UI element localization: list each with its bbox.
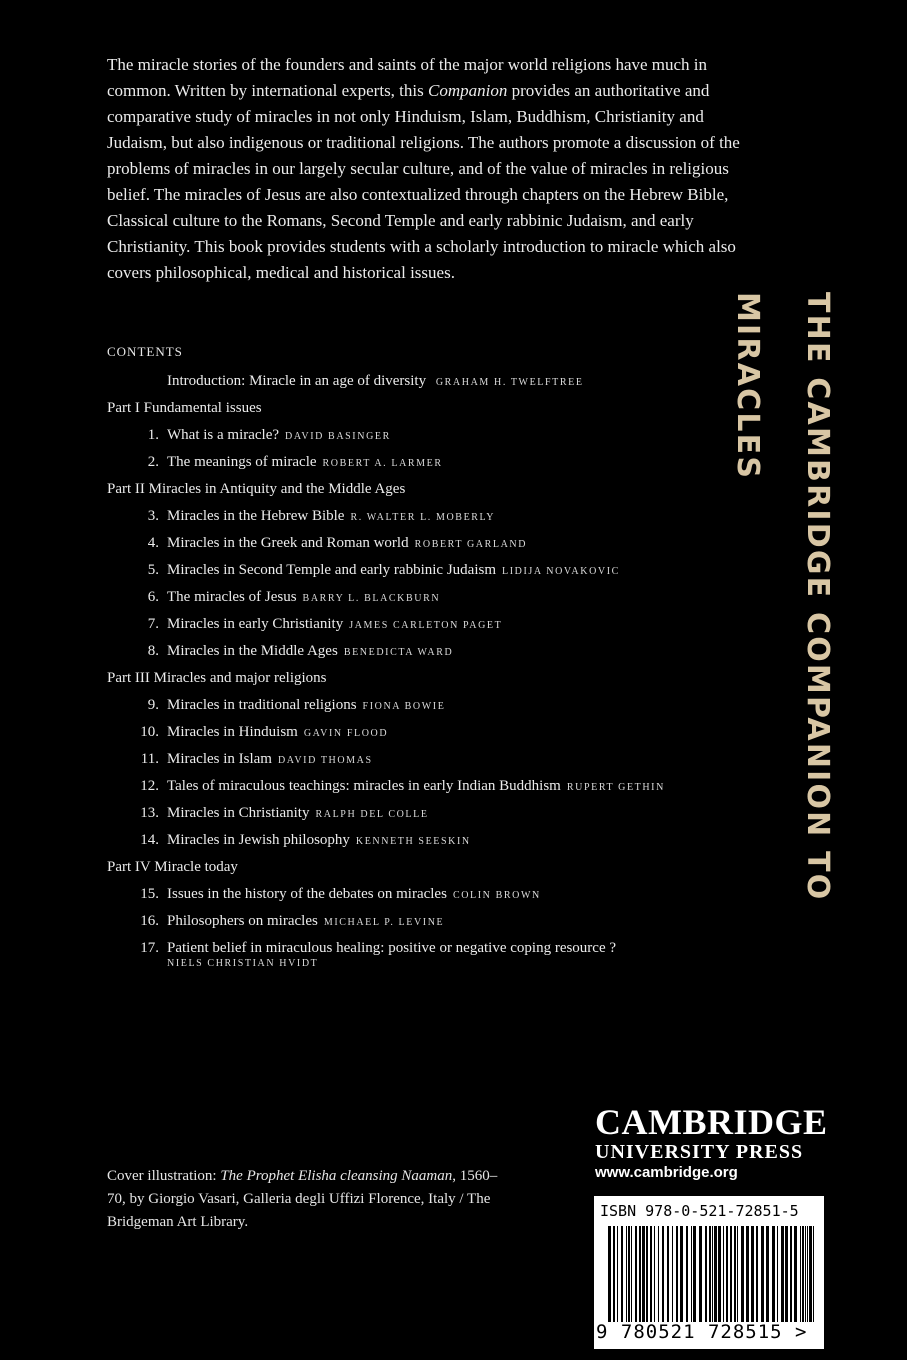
chapter-author: ROBERT A. LARMER bbox=[322, 458, 443, 469]
barcode-bar bbox=[726, 1226, 728, 1322]
chapter-title: Miracles in early Christianity bbox=[167, 616, 344, 632]
chapter-title: Issues in the history of the debates on miracles bbox=[167, 886, 447, 902]
barcode-bar bbox=[617, 1226, 618, 1322]
toc-chapter bbox=[107, 638, 757, 665]
barcode-bar bbox=[790, 1226, 792, 1322]
barcode-bar bbox=[794, 1226, 797, 1322]
barcode-bar bbox=[642, 1226, 645, 1322]
toc-chapter bbox=[107, 692, 757, 719]
chapter-author: FIONA BOWIE bbox=[362, 701, 446, 712]
toc-chapter bbox=[107, 611, 757, 638]
chapter-title: Miracles in the Hebrew Bible bbox=[167, 508, 345, 524]
barcode-bar bbox=[734, 1226, 736, 1322]
credit-suffix: , 1560–70, by Giorgio Vasari, Galleria degli Uffizi Florence, Italy / The Bridgeman Art Library. bbox=[107, 1168, 498, 1230]
barcode-digits: 9 780521 728515 > bbox=[596, 1321, 808, 1343]
chapter-author: RALPH DEL COLLE bbox=[315, 809, 429, 820]
chapter-title: Miracles in the Middle Ages bbox=[167, 643, 338, 659]
chapter-number: 12. bbox=[140, 778, 159, 794]
chapter-number: 8. bbox=[147, 643, 159, 659]
chapter-title: Tales of miraculous teachings: miracles in early Indian Buddhism bbox=[167, 778, 561, 794]
chapter-number: 3. bbox=[147, 508, 159, 524]
cover-credit bbox=[107, 1165, 507, 1234]
chapter-title: Miracles in traditional religions bbox=[167, 697, 357, 713]
barcode-bar bbox=[654, 1226, 655, 1322]
isbn-barcode bbox=[594, 1196, 824, 1349]
publisher-press: UNIVERSITY PRESS bbox=[595, 1141, 804, 1163]
chapter-author: NIELS CHRISTIAN HVIDT bbox=[167, 958, 319, 969]
chapter-number: 2. bbox=[147, 454, 159, 470]
barcode-bar bbox=[766, 1226, 769, 1322]
chapter-title: The meanings of miracle bbox=[167, 454, 317, 470]
credit-prefix: Cover illustration: bbox=[107, 1168, 221, 1184]
chapter-title: What is a miracle? bbox=[167, 427, 280, 443]
barcode-bar bbox=[756, 1226, 758, 1322]
barcode-bar bbox=[809, 1226, 812, 1322]
chapter-title: Miracles in Jewish philosophy bbox=[167, 832, 350, 848]
chapter-author: R. WALTER L. MOBERLY bbox=[350, 512, 496, 523]
chapter-author: BARRY L. BLACKBURN bbox=[302, 593, 441, 604]
blurb-text: The miracle stories of the founders and saints of the major world religions have much in common. Written by international experts, this bbox=[107, 55, 708, 100]
toc-part-heading: Part III Miracles and major religions bbox=[107, 670, 327, 686]
toc-chapter bbox=[107, 503, 757, 530]
toc-chapter bbox=[107, 935, 757, 962]
toc-chapter bbox=[107, 422, 757, 449]
barcode-bar bbox=[777, 1226, 778, 1322]
toc-part-heading: Part II Miracles in Antiquity and the Middle Ages bbox=[107, 481, 406, 497]
chapter-author: KENNETH SEESKIN bbox=[355, 836, 471, 847]
chapter-author: DAVID BASINGER bbox=[285, 431, 391, 442]
chapter-author: JAMES CARLETON PAGET bbox=[349, 620, 503, 631]
chapter-author: COLIN BROWN bbox=[452, 890, 541, 901]
chapter-author: RUPERT GETHIN bbox=[566, 782, 665, 793]
barcode-bar bbox=[737, 1226, 738, 1322]
toc-part-heading: Part IV Miracle today bbox=[107, 859, 238, 875]
barcode-bar bbox=[646, 1226, 648, 1322]
barcode-bar bbox=[686, 1226, 688, 1322]
barcode-bar bbox=[650, 1226, 652, 1322]
toc-chapter bbox=[107, 530, 757, 557]
chapter-number: 15. bbox=[140, 886, 159, 902]
toc-chapter bbox=[107, 746, 757, 773]
barcode-bar bbox=[621, 1226, 623, 1322]
barcode-bar bbox=[699, 1226, 702, 1322]
barcode-bar bbox=[631, 1226, 632, 1322]
publisher-name: CAMBRIDGE bbox=[595, 1102, 828, 1142]
chapter-number: 17. bbox=[140, 940, 159, 956]
toc-chapter bbox=[107, 719, 757, 746]
chapter-author: ROBERT GARLAND bbox=[414, 539, 528, 550]
barcode-bar bbox=[639, 1226, 641, 1322]
barcode-bar bbox=[680, 1226, 683, 1322]
barcode-bar bbox=[628, 1226, 630, 1322]
barcode-bar bbox=[781, 1226, 784, 1322]
blurb-text-cont: provides an authoritative and comparative study of miracles in not only Hinduism, Islam, Buddhism, Christianity and Judaism, but also indigenous or traditional religions. The authors promote a discussion of the problems of miracles in our largely secular culture, and of the value of miracles in religious belief. The miracles of Jesus are also contextualized through chapters on the Hebrew Bible, Classical culture to the Romans, Second Temple and early rabbinic Judaism, and early Christianity. This book provides students with a scholarly introduction to miracle which also covers philosophical, medical and historical issues. bbox=[107, 81, 740, 282]
barcode-bar bbox=[712, 1226, 713, 1322]
barcode-bar bbox=[751, 1226, 754, 1322]
barcode-bar bbox=[772, 1226, 775, 1322]
barcode-bar bbox=[676, 1226, 678, 1322]
barcode-bar bbox=[714, 1226, 717, 1322]
chapter-number: 10. bbox=[140, 724, 159, 740]
barcode-bar bbox=[626, 1226, 627, 1322]
barcode-bar bbox=[608, 1226, 611, 1322]
toc-chapter bbox=[107, 800, 757, 827]
barcode-bar bbox=[705, 1226, 707, 1322]
chapter-title: Miracles in Christianity bbox=[167, 805, 310, 821]
barcode-bar bbox=[667, 1226, 669, 1322]
barcode-bar bbox=[813, 1226, 814, 1322]
barcode-bars bbox=[608, 1226, 816, 1322]
chapter-number: 16. bbox=[140, 913, 159, 929]
chapter-number: 1. bbox=[147, 427, 159, 443]
barcode-bar bbox=[672, 1226, 673, 1322]
barcode-bar bbox=[785, 1226, 788, 1322]
barcode-bar bbox=[730, 1226, 732, 1322]
toc-intro-title: Introduction: Miracle in an age of diversity bbox=[167, 373, 427, 389]
barcode-bar bbox=[741, 1226, 744, 1322]
toc-chapter bbox=[107, 557, 757, 584]
barcode-bar bbox=[723, 1226, 724, 1322]
isbn-label: ISBN 978-0-521-72851-5 bbox=[600, 1202, 799, 1220]
chapter-author: GAVIN FLOOD bbox=[303, 728, 389, 739]
chapter-title: The miracles of Jesus bbox=[167, 589, 297, 605]
chapter-number: 4. bbox=[147, 535, 159, 551]
chapter-title: Miracles in Islam bbox=[167, 751, 272, 767]
chapter-title: Miracles in the Greek and Roman world bbox=[167, 535, 409, 551]
chapter-author: BENEDICTA WARD bbox=[343, 647, 454, 658]
chapter-author: LIDIJA NOVAKOVIC bbox=[502, 566, 620, 577]
chapter-number: 6. bbox=[147, 589, 159, 605]
chapter-title: Patient belief in miraculous healing: positive or negative coping resource ? bbox=[167, 940, 617, 956]
barcode-bar bbox=[805, 1226, 806, 1322]
barcode-bar bbox=[635, 1226, 637, 1322]
barcode-bar bbox=[709, 1226, 711, 1322]
chapter-author: MICHAEL P. LEVINE bbox=[323, 917, 445, 928]
chapter-number: 14. bbox=[140, 832, 159, 848]
toc-chapter bbox=[107, 584, 757, 611]
barcode-bar bbox=[802, 1226, 804, 1322]
contents-heading: CONTENTS bbox=[107, 344, 183, 359]
barcode-bar bbox=[800, 1226, 801, 1322]
barcode-bar bbox=[691, 1226, 692, 1322]
table-of-contents bbox=[107, 368, 757, 972]
publisher-url: www.cambridge.org bbox=[595, 1164, 738, 1181]
barcode-bar bbox=[693, 1226, 696, 1322]
toc-chapter bbox=[107, 881, 757, 908]
barcode-bar bbox=[662, 1226, 664, 1322]
chapter-number: 9. bbox=[147, 697, 159, 713]
chapter-number: 7. bbox=[147, 616, 159, 632]
barcode-bar bbox=[658, 1226, 659, 1322]
barcode-bar bbox=[746, 1226, 749, 1322]
barcode-bar bbox=[761, 1226, 764, 1322]
toc-chapter bbox=[107, 449, 757, 476]
blurb bbox=[107, 52, 757, 286]
barcode-bar bbox=[613, 1226, 615, 1322]
chapter-number: 11. bbox=[140, 751, 159, 767]
spine-title: THE CAMBRIDGE COMPANION TO MIRACLES bbox=[730, 292, 835, 902]
blurb-italic: Companion bbox=[428, 81, 508, 100]
publisher-logo bbox=[595, 1102, 828, 1183]
chapter-number: 13. bbox=[140, 805, 159, 821]
chapter-number: 5. bbox=[147, 562, 159, 578]
barcode-bar bbox=[807, 1226, 808, 1322]
toc-part-heading: Part I Fundamental issues bbox=[107, 400, 262, 416]
toc-chapter bbox=[107, 827, 757, 854]
chapter-author: DAVID THOMAS bbox=[277, 755, 373, 766]
chapter-title: Miracles in Hinduism bbox=[167, 724, 298, 740]
barcode-bar bbox=[718, 1226, 721, 1322]
chapter-title: Philosophers on miracles bbox=[167, 913, 318, 929]
toc-intro-author: GRAHAM H. TWELFTREE bbox=[435, 377, 584, 388]
credit-artwork-title: The Prophet Elisha cleansing Naaman bbox=[220, 1168, 453, 1184]
toc-introduction bbox=[107, 368, 757, 395]
toc-chapter bbox=[107, 773, 757, 800]
chapter-title: Miracles in Second Temple and early rabbinic Judaism bbox=[167, 562, 496, 578]
toc-chapter bbox=[107, 908, 757, 935]
